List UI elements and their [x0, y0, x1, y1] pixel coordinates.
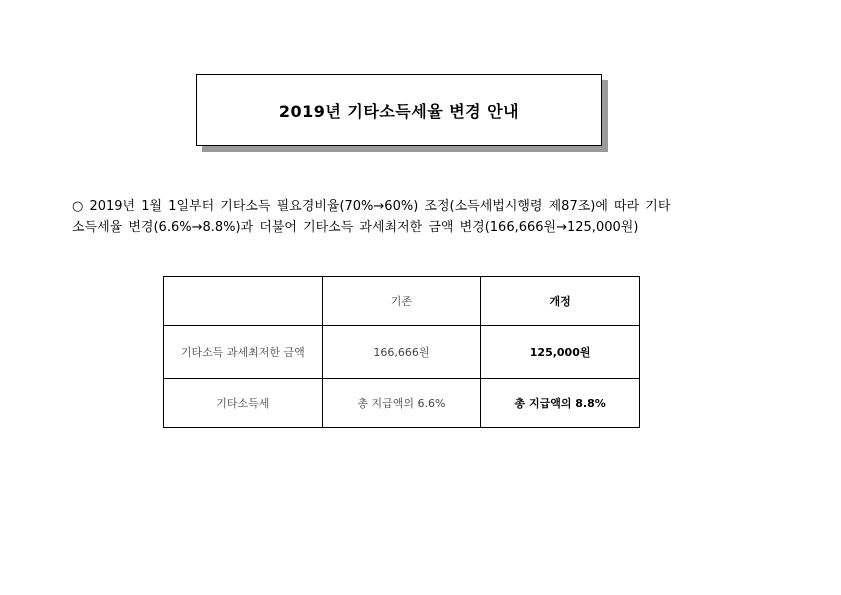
title-box: [196, 74, 602, 146]
paragraph-line-1: ○ 2019년 1월 1일부터 기타소득 필요경비율(70%→60%) 조정(소득세법시행령 제87조)에 따라 기타: [72, 199, 671, 214]
table-row: [164, 379, 640, 428]
row-label: 기타소득 과세최저한 금액: [164, 326, 323, 379]
row-label: 기타소득세: [164, 379, 323, 428]
row-before-value: 166,666원: [322, 326, 481, 379]
header-after: 개정: [481, 277, 640, 326]
page-title: 2019년 기타소득세율 변경 안내: [278, 101, 520, 121]
comparison-table: [163, 276, 640, 428]
row-after-value: 125,000원: [481, 326, 640, 379]
header-before: 기존: [322, 277, 481, 326]
paragraph-line-2: 소득세율 변경(6.6%→8.8%)과 더불어 기타소득 과세최저한 금액 변경(166,666원→125,000원): [72, 220, 639, 235]
row-after-value: 총 지급액의 8.8%: [481, 379, 640, 428]
table-header-row: [164, 277, 640, 326]
header-empty-cell: [164, 277, 323, 326]
row-before-value: 총 지급액의 6.6%: [322, 379, 481, 428]
table-row: [164, 326, 640, 379]
notice-paragraph: [72, 196, 772, 238]
